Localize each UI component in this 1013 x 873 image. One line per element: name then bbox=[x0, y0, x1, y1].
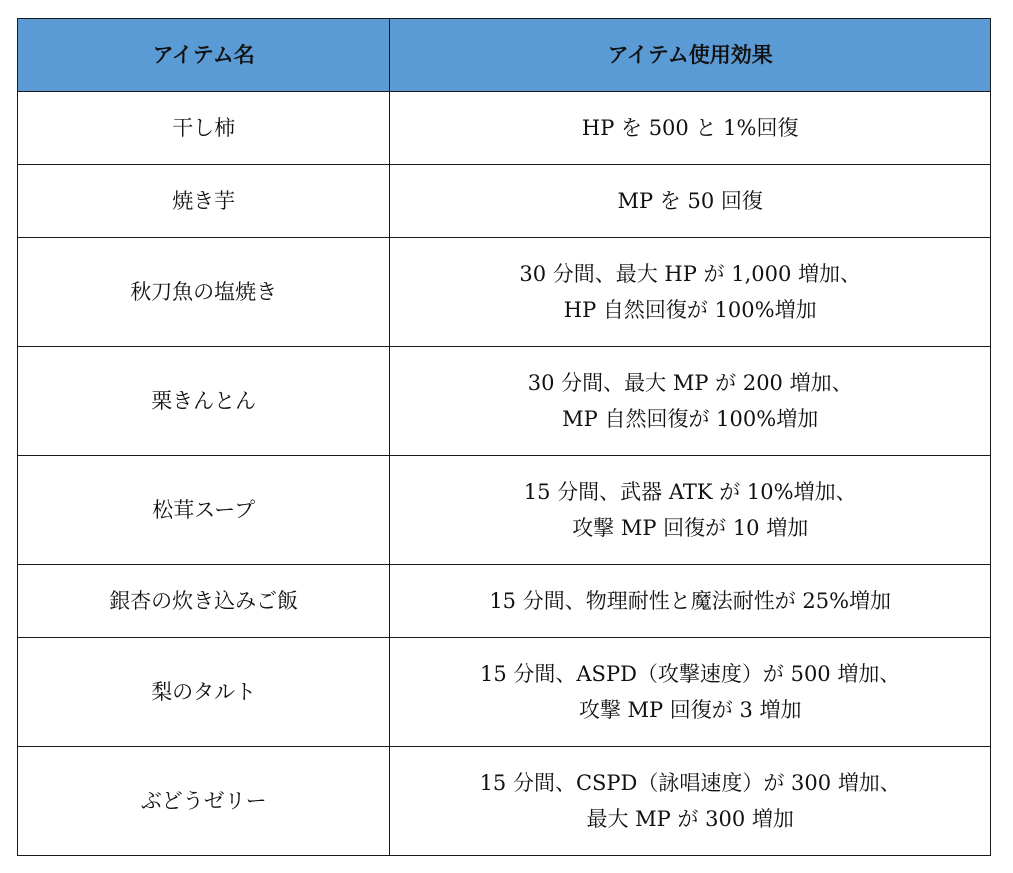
item-name-cell: 焼き芋 bbox=[18, 165, 390, 238]
item-name-cell: 干し柿 bbox=[18, 92, 390, 165]
item-effect-cell bbox=[390, 747, 991, 856]
effect-line: 30 分間、最大 MP が 200 増加、 bbox=[527, 371, 853, 395]
item-effects-table bbox=[17, 18, 991, 856]
item-effect-cell bbox=[390, 92, 991, 165]
table-row bbox=[18, 747, 991, 856]
item-name-cell: 梨のタルト bbox=[18, 638, 390, 747]
effect-line: 15 分間、CSPD（詠唱速度）が 300 増加、 bbox=[479, 771, 901, 795]
item-effect-cell bbox=[390, 638, 991, 747]
table-row bbox=[18, 238, 991, 347]
table-row bbox=[18, 638, 991, 747]
table-body bbox=[18, 92, 991, 856]
effect-line: 最大 MP が 300 増加 bbox=[586, 807, 794, 831]
effect-line: 攻撃 MP 回復が 10 増加 bbox=[572, 516, 809, 540]
item-name-cell: 銀杏の炊き込みご飯 bbox=[18, 565, 390, 638]
effect-line: 30 分間、最大 HP が 1,000 増加、 bbox=[519, 262, 862, 286]
column-header-item-name: アイテム名 bbox=[18, 19, 390, 92]
effect-line: 15 分間、物理耐性と魔法耐性が 25%増加 bbox=[489, 589, 892, 613]
item-name-cell: 秋刀魚の塩焼き bbox=[18, 238, 390, 347]
item-name-cell: ぶどうゼリー bbox=[18, 747, 390, 856]
item-effect-cell bbox=[390, 565, 991, 638]
table-row bbox=[18, 165, 991, 238]
table-row bbox=[18, 92, 991, 165]
table-header bbox=[18, 19, 991, 92]
effect-line: 15 分間、ASPD（攻撃速度）が 500 増加、 bbox=[480, 662, 901, 686]
item-effect-cell bbox=[390, 347, 991, 456]
column-header-item-effect: アイテム使用効果 bbox=[390, 19, 991, 92]
header-row bbox=[18, 19, 991, 92]
item-effect-cell bbox=[390, 238, 991, 347]
item-name-cell: 栗きんとん bbox=[18, 347, 390, 456]
item-effect-cell bbox=[390, 165, 991, 238]
effect-line: HP 自然回復が 100%増加 bbox=[563, 298, 817, 322]
item-effect-cell bbox=[390, 456, 991, 565]
table-row bbox=[18, 347, 991, 456]
effect-line: 15 分間、武器 ATK が 10%増加、 bbox=[523, 480, 857, 504]
table-row bbox=[18, 456, 991, 565]
effect-line: MP を 50 回復 bbox=[617, 189, 763, 213]
effect-line: 攻撃 MP 回復が 3 増加 bbox=[578, 698, 802, 722]
item-name-cell: 松茸スープ bbox=[18, 456, 390, 565]
table-row bbox=[18, 565, 991, 638]
effect-line: MP 自然回復が 100%増加 bbox=[562, 407, 819, 431]
effect-line: HP を 500 と 1%回復 bbox=[581, 116, 799, 140]
